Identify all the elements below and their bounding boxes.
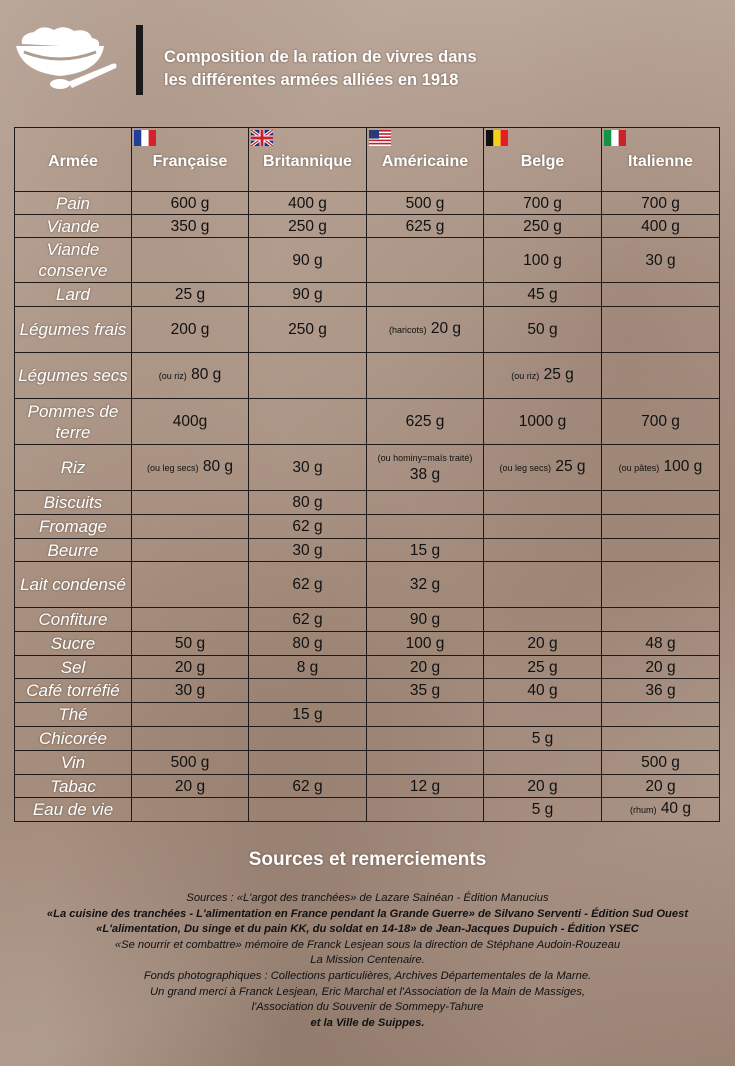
ration-cell: [132, 632, 249, 656]
header-divider-bar: [136, 25, 143, 95]
ration-cell: [367, 751, 484, 775]
cell-note: (ou riz): [158, 371, 187, 381]
table-row: [15, 445, 720, 491]
ration-cell: [484, 215, 602, 238]
table-row: [15, 399, 720, 445]
ration-cell: [367, 192, 484, 215]
cell-value: 20 g: [527, 635, 558, 652]
cell-value: 20 g: [527, 777, 558, 795]
cell-value: 30 g: [292, 541, 323, 559]
table-row: [15, 353, 720, 399]
ration-cell: [249, 283, 367, 307]
ration-cell: [249, 798, 367, 822]
ration-cell: [249, 307, 367, 353]
ration-cell: [249, 539, 367, 562]
ration-cell: [367, 283, 484, 307]
table-row: [15, 608, 720, 632]
ration-cell: [484, 307, 602, 353]
row-item-label: Chicorée: [15, 727, 132, 751]
cell-note: (ou leg secs): [499, 463, 552, 473]
ration-cell: [484, 798, 602, 822]
table-row: [15, 238, 720, 283]
table-body: [15, 192, 720, 822]
cell-value: 350 g: [170, 217, 210, 235]
ration-cell: [367, 679, 484, 703]
bowl-spoon-icon: [12, 22, 122, 94]
usa-flag-icon: [369, 130, 391, 146]
row-item-label: Sel: [15, 656, 132, 679]
ration-cell: [132, 215, 249, 238]
cell-value: 40 g: [527, 682, 558, 699]
table-row: [15, 632, 720, 656]
ration-cell: [132, 307, 249, 353]
ration-cell: [602, 238, 720, 283]
cell-value: 90 g: [292, 251, 323, 269]
page-header: [0, 0, 735, 110]
cell-value: 45 g: [527, 286, 558, 303]
table-row: [15, 751, 720, 775]
cell-value: 38 g: [409, 465, 441, 483]
ration-cell: [484, 703, 602, 727]
col-header-label: Britannique: [263, 152, 352, 170]
ration-cell: [602, 515, 720, 539]
cell-value: 62 g: [292, 777, 323, 795]
col-header-uk: [249, 128, 367, 192]
ration-cell: [249, 751, 367, 775]
cell-note: (haricots): [389, 325, 427, 335]
ration-cell: [484, 399, 602, 445]
ration-cell: [602, 399, 720, 445]
ration-cell: [602, 608, 720, 632]
cell-value: 20 g: [430, 320, 461, 337]
ration-cell: [602, 192, 720, 215]
italy-flag-icon: [604, 130, 626, 146]
table-row: [15, 192, 720, 215]
ration-cell: [484, 751, 602, 775]
row-item-label: Viande conserve: [15, 238, 132, 283]
row-item-label: Thé: [15, 703, 132, 727]
ration-cell: [367, 562, 484, 608]
row-item-label: Viande: [15, 215, 132, 238]
col-header-armee: [15, 128, 132, 192]
table-row: [15, 727, 720, 751]
cell-note: (ou pâtes): [618, 463, 660, 473]
ration-cell: [367, 215, 484, 238]
ration-cell: [602, 491, 720, 515]
col-header-belgium: [484, 128, 602, 192]
table-row: [15, 539, 720, 562]
cell-value: 100 g: [405, 635, 445, 652]
ration-cell: [132, 608, 249, 632]
cell-value: 8 g: [296, 658, 319, 676]
cell-value: 5 g: [531, 730, 554, 747]
ration-cell: [249, 632, 367, 656]
cell-value: 25 g: [543, 366, 574, 383]
ration-cell: [367, 727, 484, 751]
ration-cell: [484, 632, 602, 656]
ration-cell: [484, 515, 602, 539]
ration-cell: [484, 445, 602, 491]
ration-cell: [484, 491, 602, 515]
ration-cell: [602, 445, 720, 491]
ration-cell: [367, 608, 484, 632]
cell-value: 30 g: [174, 682, 206, 699]
credit-line: «Se nourrir et combattre» mémoire de Franck Lesjean sous la direction de Stéphane Audoin-Rouzeau: [114, 938, 621, 951]
table-row: [15, 283, 720, 307]
ration-cell: [484, 679, 602, 703]
ration-cell: [249, 515, 367, 539]
ration-cell: [249, 656, 367, 679]
cell-value: 25 g: [174, 286, 206, 303]
row-item-label: Pain: [15, 192, 132, 215]
sources-title: Sources et remerciements: [248, 849, 487, 870]
cell-value: 400 g: [641, 217, 680, 235]
cell-value: 40 g: [660, 800, 691, 817]
cell-value: 700 g: [523, 194, 562, 212]
cell-value: 90 g: [292, 286, 323, 303]
row-item-label: Fromage: [15, 515, 132, 539]
table-row: [15, 798, 720, 822]
ration-cell: [249, 399, 367, 445]
ration-cell: [367, 632, 484, 656]
cell-value: 500 g: [170, 754, 210, 771]
page-title: [164, 46, 564, 92]
title-line-1: Composition de la ration de vivres dans: [164, 48, 477, 66]
ration-cell: [132, 283, 249, 307]
cell-value: 25 g: [527, 658, 558, 676]
row-item-label: Tabac: [15, 775, 132, 798]
ration-cell: [132, 679, 249, 703]
ration-cell: [367, 445, 484, 491]
ration-cell: [484, 562, 602, 608]
cell-value: 62 g: [292, 518, 323, 535]
title-line-2: les différentes armées alliées en 1918: [164, 71, 459, 89]
col-header-label: Italienne: [628, 152, 693, 170]
ration-cell: [132, 445, 249, 491]
cell-value: 625 g: [405, 413, 445, 430]
col-header-usa: [367, 128, 484, 192]
ration-cell: [249, 703, 367, 727]
row-item-label: Riz: [15, 445, 132, 491]
sources-credits: [20, 891, 715, 1031]
ration-cell: [367, 491, 484, 515]
ration-cell: [132, 562, 249, 608]
ration-cell: [602, 703, 720, 727]
cell-value: 30 g: [292, 459, 323, 476]
ration-cell: [132, 751, 249, 775]
cell-value: 35 g: [409, 682, 441, 699]
ration-cell: [484, 656, 602, 679]
cell-value: 20 g: [409, 658, 441, 676]
ration-cell: [602, 632, 720, 656]
col-header-label: Américaine: [381, 152, 469, 170]
credit-line: l'Association du Souvenir de Sommepy-Tahure: [251, 1001, 484, 1014]
credit-line: «La cuisine des tranchées - L'alimentation en France pendant la Grande Guerre» de Silvano Serventi - Édition Sud Ouest: [46, 907, 689, 920]
row-item-label: Sucre: [15, 632, 132, 656]
ration-cell: [602, 727, 720, 751]
col-header-france: [132, 128, 249, 192]
ration-cell: [602, 798, 720, 822]
cell-value: 62 g: [292, 576, 323, 593]
ration-cell: [132, 515, 249, 539]
ration-cell: [249, 353, 367, 399]
ration-cell: [367, 399, 484, 445]
row-item-label: Légumes secs: [15, 353, 132, 399]
cell-value: 20 g: [174, 777, 206, 795]
cell-note: (rhum): [630, 805, 657, 815]
table-row: [15, 307, 720, 353]
row-item-label: Vin: [15, 751, 132, 775]
ration-cell: [249, 238, 367, 283]
ration-cell: [602, 215, 720, 238]
cell-value: 20 g: [645, 777, 676, 795]
credit-line: Un grand merci à Franck Lesjean, Eric Marchal et l'Association de la Main de Massiges,: [150, 985, 585, 998]
cell-value: 80 g: [292, 635, 323, 652]
cell-value: 250 g: [523, 217, 562, 235]
cell-value: 30 g: [645, 251, 676, 269]
ration-cell: [602, 751, 720, 775]
row-item-label: Eau de vie: [15, 798, 132, 822]
table-row: [15, 679, 720, 703]
ration-cell: [132, 491, 249, 515]
cell-value: 20 g: [174, 658, 206, 676]
cell-value: 1000 g: [518, 413, 567, 430]
cell-value: 200 g: [170, 321, 210, 338]
ration-cell: [132, 727, 249, 751]
ration-cell: [484, 238, 602, 283]
row-item-label: Légumes frais: [15, 307, 132, 353]
credit-line: Fonds photographiques : Collections particulières, Archives Départementales de la Marne.: [143, 969, 592, 982]
cell-value: 400g: [172, 413, 208, 430]
cell-value: 90 g: [409, 611, 441, 628]
cell-value: 48 g: [645, 635, 676, 652]
ration-cell: [367, 656, 484, 679]
ration-cell: [132, 539, 249, 562]
france-flag-icon: [134, 130, 156, 146]
ration-cell: [132, 399, 249, 445]
ration-cell: [249, 679, 367, 703]
ration-table-container: [14, 127, 719, 822]
cell-value: 700 g: [641, 194, 680, 212]
cell-value: 15 g: [292, 706, 323, 723]
ration-cell: [249, 491, 367, 515]
ration-cell: [132, 353, 249, 399]
uk-flag-icon: [251, 130, 273, 146]
table-row: [15, 215, 720, 238]
ration-cell: [367, 539, 484, 562]
ration-cell: [367, 238, 484, 283]
credit-line: Sources : «L'argot des tranchées» de Lazare Sainéan - Édition Manucius: [186, 892, 549, 904]
ration-cell: [602, 307, 720, 353]
ration-cell: [249, 775, 367, 798]
ration-cell: [132, 192, 249, 215]
ration-cell: [484, 353, 602, 399]
ration-cell: [602, 539, 720, 562]
ration-cell: [484, 775, 602, 798]
cell-value: 15 g: [409, 541, 441, 559]
ration-cell: [602, 562, 720, 608]
ration-cell: [132, 798, 249, 822]
cell-value: 36 g: [645, 682, 676, 699]
table-row: [15, 703, 720, 727]
table-row: [15, 491, 720, 515]
ration-table: [14, 127, 720, 822]
ration-cell: [132, 775, 249, 798]
cell-value: 5 g: [531, 801, 554, 818]
cell-value: 100 g: [663, 458, 703, 475]
table-header-row: [15, 128, 720, 192]
cell-value: 600 g: [170, 194, 210, 212]
row-item-label: Pommes de terre: [15, 399, 132, 445]
row-item-label: Confiture: [15, 608, 132, 632]
ration-cell: [249, 192, 367, 215]
ration-cell: [367, 515, 484, 539]
cell-value: 25 g: [555, 458, 586, 475]
ration-cell: [132, 656, 249, 679]
row-item-label: Café torréfié: [15, 679, 132, 703]
ration-cell: [484, 283, 602, 307]
cell-note: (ou riz): [511, 371, 540, 381]
row-item-label: Beurre: [15, 539, 132, 562]
ration-cell: [367, 798, 484, 822]
cell-note: (ou hominy=maïs traité): [377, 452, 473, 463]
cell-value: 32 g: [409, 576, 441, 593]
row-item-label: Lard: [15, 283, 132, 307]
col-header-label: Française: [152, 152, 228, 170]
credit-line: et la Ville de Suippes.: [310, 1016, 425, 1029]
table-row: [15, 775, 720, 798]
ration-cell: [249, 608, 367, 632]
cell-value: 700 g: [641, 413, 680, 430]
cell-value: 50 g: [174, 635, 206, 652]
row-item-label: Biscuits: [15, 491, 132, 515]
ration-cell: [249, 215, 367, 238]
row-item-label: Lait condensé: [15, 562, 132, 608]
cell-value: 250 g: [288, 217, 327, 235]
cell-value: 500 g: [641, 754, 680, 771]
credit-line: La Mission Centenaire.: [310, 954, 425, 967]
cell-value: 62 g: [292, 611, 323, 628]
table-row: [15, 656, 720, 679]
ration-cell: [602, 353, 720, 399]
ration-cell: [367, 775, 484, 798]
ration-cell: [132, 238, 249, 283]
ration-cell: [249, 727, 367, 751]
cell-value: 500 g: [405, 194, 445, 212]
ration-cell: [602, 283, 720, 307]
ration-cell: [484, 192, 602, 215]
cell-value: 100 g: [523, 251, 562, 269]
table-row: [15, 562, 720, 608]
cell-note: (ou leg secs): [146, 463, 199, 473]
ration-cell: [484, 539, 602, 562]
cell-value: 20 g: [645, 658, 676, 676]
ration-cell: [249, 445, 367, 491]
ration-cell: [367, 353, 484, 399]
ration-cell: [367, 307, 484, 353]
cell-value: 12 g: [409, 777, 441, 795]
cell-value: 80 g: [202, 458, 233, 475]
ration-cell: [484, 727, 602, 751]
col-header-label: Armée: [48, 152, 98, 170]
ration-cell: [602, 679, 720, 703]
ration-cell: [249, 562, 367, 608]
cell-value: 400 g: [288, 194, 327, 212]
col-header-label: Belge: [520, 152, 565, 170]
credit-line: «L'alimentation, Du singe et du pain KK, du soldat en 14-18» de Jean-Jacques Dupuich - Édition YSEC: [96, 923, 639, 936]
ration-cell: [602, 656, 720, 679]
ration-cell: [484, 608, 602, 632]
ration-cell: [602, 775, 720, 798]
cell-value: 250 g: [288, 321, 327, 338]
cell-value: 80 g: [191, 366, 222, 383]
ration-cell: [367, 703, 484, 727]
cell-value: 80 g: [292, 494, 323, 511]
ration-cell: [132, 703, 249, 727]
cell-value: 50 g: [527, 321, 558, 338]
belgium-flag-icon: [486, 130, 508, 146]
col-header-italy: [602, 128, 720, 192]
cell-value: 625 g: [405, 217, 445, 235]
table-row: [15, 515, 720, 539]
